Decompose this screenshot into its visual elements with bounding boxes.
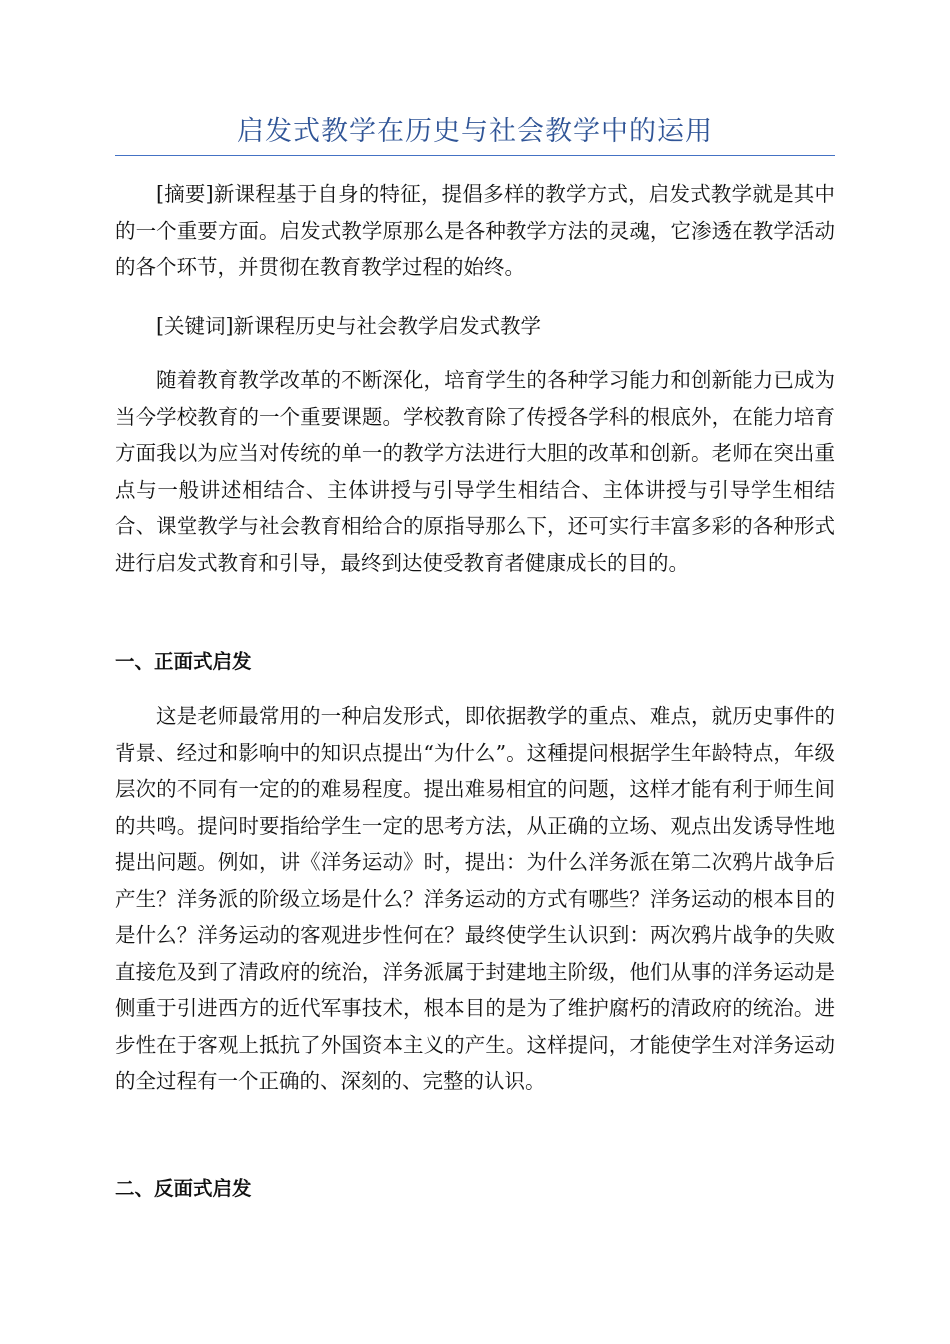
section-heading-2: 二、反面式启发 bbox=[115, 1177, 252, 1200]
abstract-paragraph: [摘要]新课程基于自身的特征，提倡多样的教学方式，启发式教学就是其中的一个重要方面。启发式教学原那么是各种教学方法的灵魂，它渗透在教学活动的各个环节，并贯彻在教育教学过程的始终。 bbox=[115, 182, 835, 279]
document-title: 启发式教学在历史与社会教学中的运用 bbox=[237, 116, 713, 147]
title-underline bbox=[115, 155, 835, 156]
section-1-body: 这是老师最常用的一种启发形式，即依据教学的重点、难点，就历史事件的背景、经过和影响中的知识点提出“为什么”。这種提问根据学生年龄特点，年级层次的不同有一定的的难易程度。提出难易相宜的问题，这样才能有利于师生间的共鸣。提问时要指给学生一定的思考方法，从正确的立场、观点出发诱导性地提出问题。例如，讲《洋务运动》时，提出：为什么洋务派在第二次鸦片战争后产生？洋务派的阶级立场是什么？洋务运动的方式有哪些？洋务运动的根本目的是什么？洋务运动的客观进步性何在？最终使学生认识到：两次鸦片战争的失败直接危及到了清政府的统治，洋务派属于封建地主阶级，他们从事的洋务运动是侧重于引进西方的近代军事技术，根本目的是为了维护腐朽的清政府的统治。进步性在于客观上抵抗了外国资本主义的产生。这样提问，才能使学生对洋务运动的全过程有一个正确的、深刻的、完整的认识。 bbox=[115, 704, 835, 1093]
section-heading-1: 一、正面式启发 bbox=[115, 650, 252, 673]
keywords-paragraph: [关键词]新课程历史与社会教学启发式教学 bbox=[156, 314, 541, 338]
intro-paragraph: 随着教育教学改革的不断深化，培育学生的各种学习能力和创新能力已成为当今学校教育的一个重要课题。学校教育除了传授各学科的根底外，在能力培育方面我以为应当对传统的单一的教学方法进行大胆的改革和创新。老师在突出重点与一般讲述相结合、主体讲授与引导学生相结合、主体讲授与引导学生相结合、课堂教学与社会教育相给合的原指导那么下，还可实行丰富多彩的各种形式进行启发式教育和引导，最终到达使受教育者健康成长的目的。 bbox=[115, 368, 835, 575]
